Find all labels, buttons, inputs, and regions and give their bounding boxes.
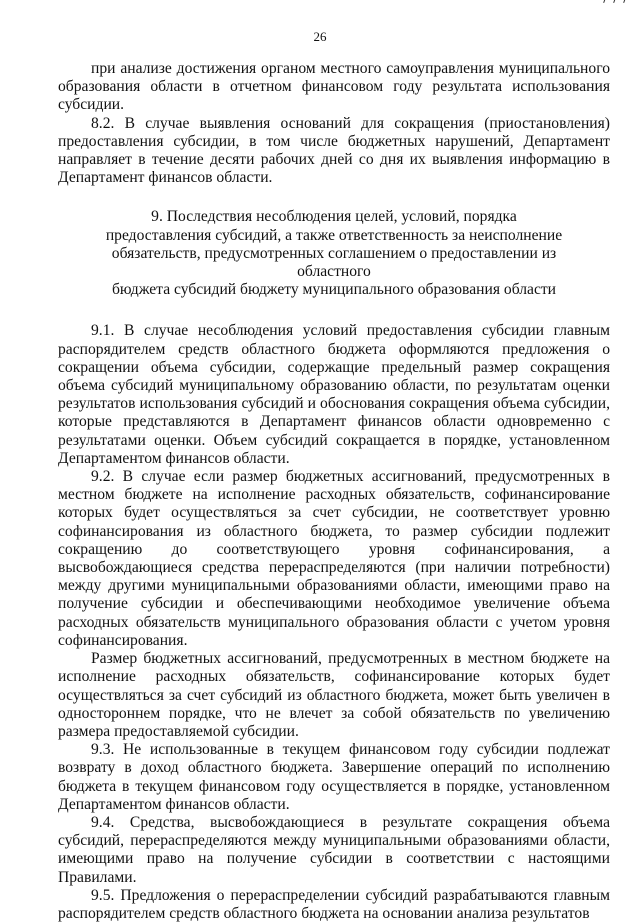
heading-line: бюджета субсидий бюджету муниципального образования области [111, 281, 557, 299]
section-heading-9 [58, 208, 610, 299]
document-body [58, 60, 610, 923]
paragraph-9-3: 9.3. Не использованные в текущем финансовом году субсидии подлежат возврату в доход областного бюджета. Завершение операций по исполнению бюджета в текущем финансовом году осуществляется в порядке, установленном Департаментом финансов области. [58, 741, 610, 813]
heading-line: предоставления субсидий, а также ответственность за неисполнение [105, 226, 563, 244]
paragraph-subsidy-result: при анализе достижения органом местного самоуправления муниципального образования области в отчетном финансовом году результата использования субсидии. [58, 60, 610, 114]
page-number: 26 [313, 29, 327, 44]
paragraph-8-2: 8.2. В случае выявления оснований для сокращения (приостановления) предоставления субсидии, в том числе бюджетных нарушений, Департамент направляет в течение десяти рабочих дней со дня их выявления информацию в Департамент финансов области. [58, 114, 610, 187]
paragraph-9-5: 9.5. Предложения о перераспределении субсидий разрабатываются главным распорядителем средств областного бюджета на основании анализа результатов [58, 886, 610, 922]
paragraph-budget-allocation: Размер бюджетных ассигнований, предусмотренных в местном бюджете на исполнение расходных обязательств, софинансирование которых будет осуществляться за счет субсидий из областного бюджета, может быть увеличен в одностороннем порядке, что не влечет за собой обязательств по увеличению размера предоставляемой субсидии. [58, 650, 610, 740]
paragraph-9-4: 9.4. Средства, высвобождающиеся в результате сокращения объема субсидий, перераспределяются между муниципальными образованиями области, имеющими право на получение субсидии в соответствии с настоящими Правилами. [58, 813, 610, 886]
corner-mark [600, 0, 630, 3]
paragraph-9-2: 9.2. В случае если размер бюджетных ассигнований, предусмотренных в местном бюджете на исполнение расходных обязательств, софинансирование которых будет осуществляться за счет субсидии, не соответствует уровню софинансирования из областного бюджета, то размер субсидии подлежит сокращению до соответствующего уровня софинансирования, а высвобождающиеся средства перераспределяются (при наличии потребности) между другими муниципальными образованиями области, имеющими право на получение субсидии и обеспечивающими необходимое увеличение объема расходных обязательств муниципального образования области с учетом уровня софинансирования. [58, 468, 610, 649]
paragraph-9-1: 9.1. В случае несоблюдения условий предоставления субсидии главным распорядителем средств областного бюджета оформляются предложения о сокращении объема субсидии, содержащие предельный размер сокращения объема субсидий муниципальному образованию области, по результатам оценки результатов использования субсидий и обоснования сокращения объема субсидии, которые представляются в Департамент финансов области одновременно с результатами оценки. Объем субсидий сокращается в порядке, установленном Департаментом финансов области. [58, 322, 610, 467]
heading-line: 9. Последствия несоблюдения целей, условий, порядка [151, 208, 517, 226]
heading-line: обязательств, предусмотренных соглашением о предоставлении из областного [111, 244, 557, 281]
